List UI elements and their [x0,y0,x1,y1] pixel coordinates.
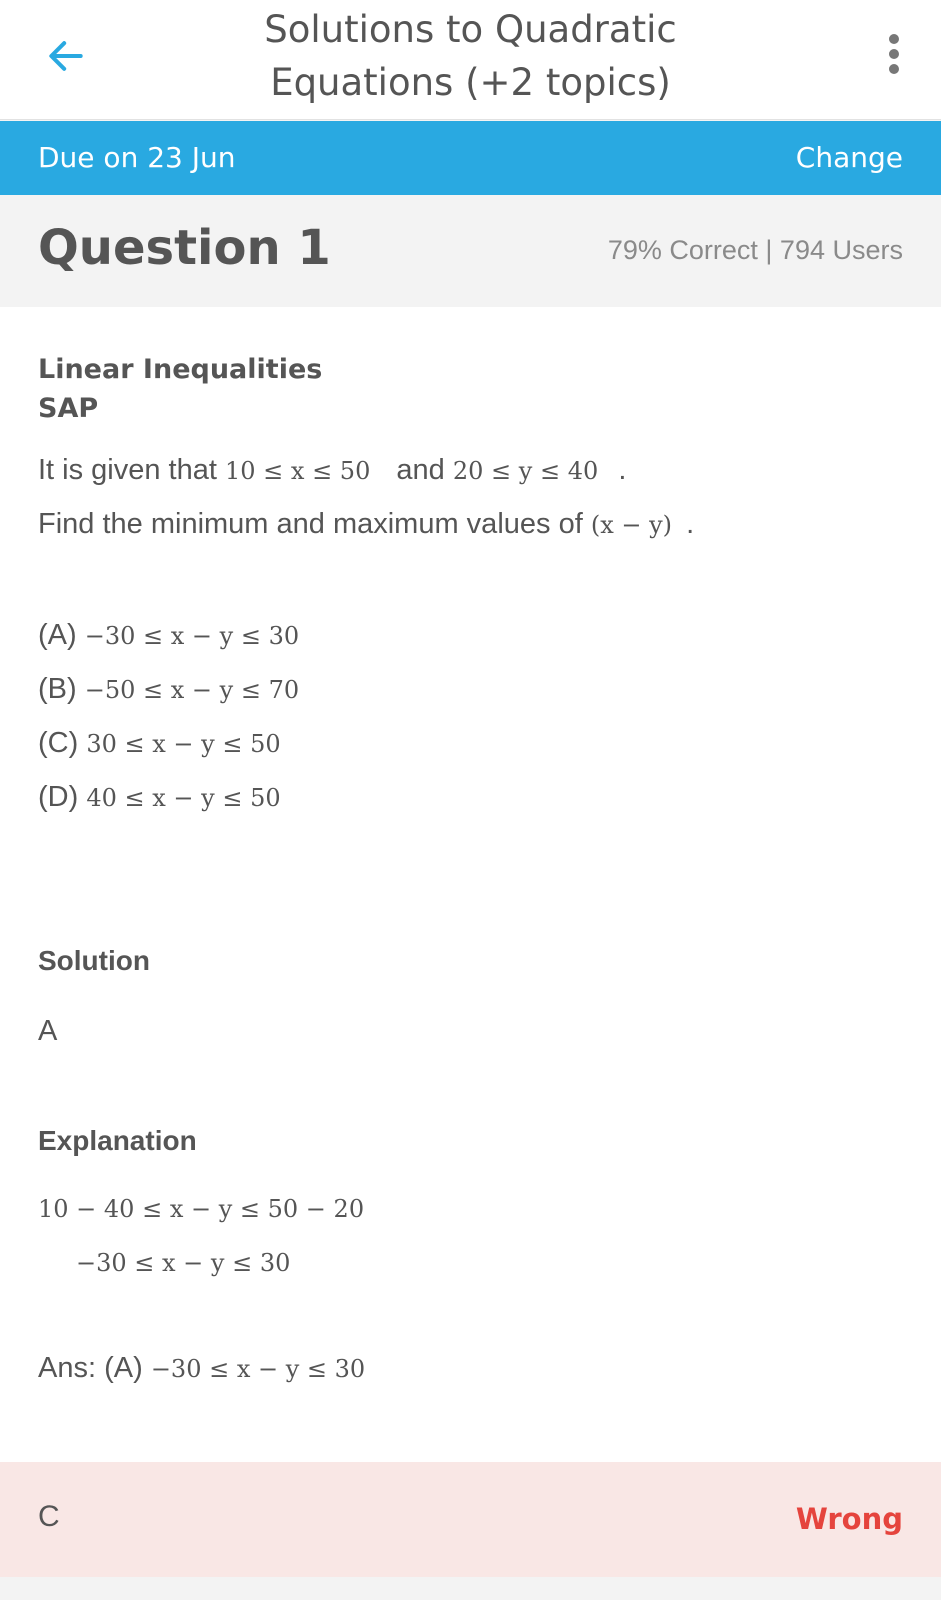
stem-text: . [618,454,627,486]
due-date-text: Due on 23 Jun [38,141,236,174]
answer-line [38,1352,365,1385]
app-bar [0,0,941,120]
page-title-line-1: Solutions to Quadratic [264,8,677,51]
solution-heading: Solution [38,945,150,976]
option-label: (C) [38,727,79,759]
back-button[interactable] [38,28,94,84]
change-due-button[interactable]: Change [795,141,903,174]
option-math: 30 ≤ x − y ≤ 50 [86,730,281,758]
topic-name: Linear Inequalities [38,354,323,385]
arrow-left-icon [44,34,88,78]
option-math: −30 ≤ x − y ≤ 30 [84,622,300,650]
subtopic-name: SAP [38,393,99,424]
explanation-line-1: 10 − 40 ≤ x − y ≤ 50 − 20 [38,1195,365,1223]
option-label: (D) [38,781,79,813]
question-stem-line-1 [38,454,626,487]
solution-value: A [38,1015,58,1047]
more-vertical-icon [887,32,901,76]
option-b [38,673,299,706]
question-stem-line-2 [38,508,694,541]
option-math: 40 ≤ x − y ≤ 50 [86,784,281,812]
stem-math: 20 ≤ y ≤ 40 [452,457,599,485]
stem-text: and [396,454,445,486]
page-title [180,3,761,109]
due-bar [0,121,941,195]
stem-text: . [686,508,695,540]
user-answer-choice: C [38,1500,60,1533]
option-c [38,727,281,760]
user-answer-bar [0,1462,941,1577]
answer-prefix: Ans: (A) [38,1352,143,1384]
question-header [0,195,941,307]
stem-text: Find the minimum and maximum values of [38,508,583,540]
explanation-line-2: −30 ≤ x − y ≤ 30 [76,1249,291,1277]
option-d [38,781,281,814]
topic-block [38,350,322,428]
option-label: (B) [38,673,77,705]
explanation-heading: Explanation [38,1125,197,1156]
option-math: −50 ≤ x − y ≤ 70 [84,676,300,704]
question-title: Question 1 [38,220,331,276]
option-a [38,619,299,652]
more-options-button[interactable] [866,26,922,82]
stem-math: (x − y) [590,511,673,539]
question-content [0,307,941,1462]
stem-text: It is given that [38,454,217,486]
question-stats: 79% Correct | 794 Users [607,235,903,265]
stem-math: 10 ≤ x ≤ 50 [225,457,371,485]
option-label: (A) [38,619,77,651]
page-title-line-2: Equations (+2 topics) [270,61,671,104]
answer-math: −30 ≤ x − y ≤ 30 [150,1355,366,1383]
answer-status-badge: Wrong [795,1502,903,1536]
